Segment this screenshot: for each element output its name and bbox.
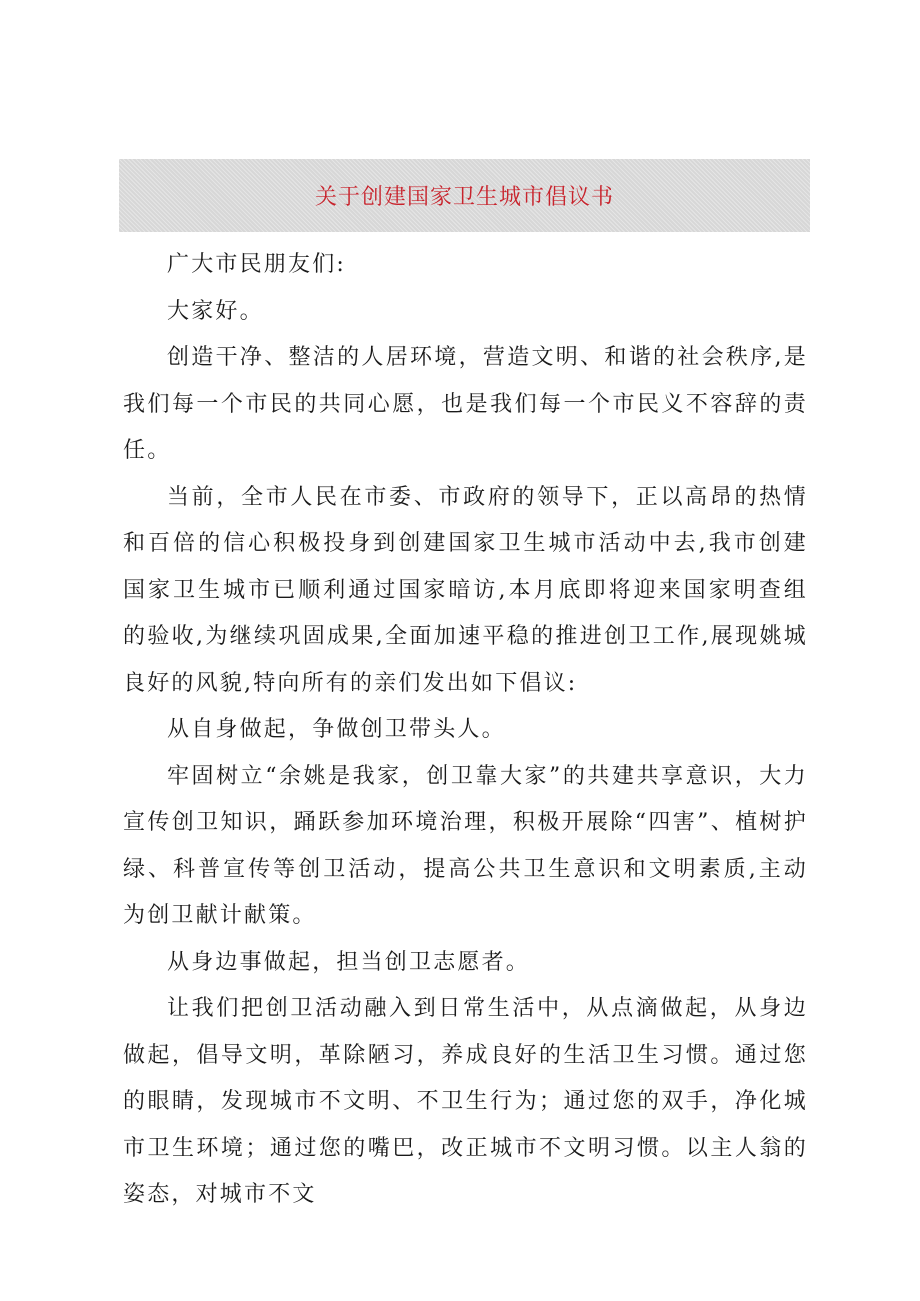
section-heading: 从身边事做起，担当创卫志愿者。 xyxy=(167,949,531,975)
body-paragraph: 当前，全市人民在市委、市政府的领导下，正以高昂的热情和百倍的信心积极投身到创建国家卫生城市活动中去,我市创建国家卫生城市已顺利通过国家暗访,本月底即将迎来国家明查组的验收,为继续巩固成果,全面加速平稳的推进创卫工作,展现姚城良好的风貌,特向所有的亲们发出如下倡议: xyxy=(123,484,808,696)
title-banner xyxy=(119,159,810,232)
section-heading: 从自身做起，争做创卫带头人。 xyxy=(167,717,506,742)
salutation-line: 大家好。 xyxy=(167,298,264,324)
body-paragraph: 牢固树立“余姚是我家，创卫靠大家”的共建共享意识，大力宣传创卫知识，踊跃参加环境治理，积极开展除“四害”、植树护绿、科普宣传等创卫活动，提高公共卫生意识和文明素质,主动为创卫献计献策。 xyxy=(123,763,808,928)
body-paragraph: 创造干净、整洁的人居环境，营造文明、和谐的社会秩序,是我们每一个市民的共同心愿，也是我们每一个市民义不容辞的责任。 xyxy=(123,345,808,463)
body-paragraph: 让我们把创卫活动融入到日常生活中，从点滴做起，从身边做起，倡导文明，革除陋习，养成良好的生活卫生习惯。通过您的眼睛，发现城市不文明、不卫生行为；通过您的双手，净化城市卫生环境；通过您的嘴巴，改正城市不文明习惯。以主人翁的姿态，对城市不文 xyxy=(123,996,808,1207)
greeting-line: 广大市民朋友们: xyxy=(167,252,347,277)
document-title: 关于创建国家卫生城市倡议书 xyxy=(314,185,614,210)
document-body xyxy=(123,242,808,1219)
